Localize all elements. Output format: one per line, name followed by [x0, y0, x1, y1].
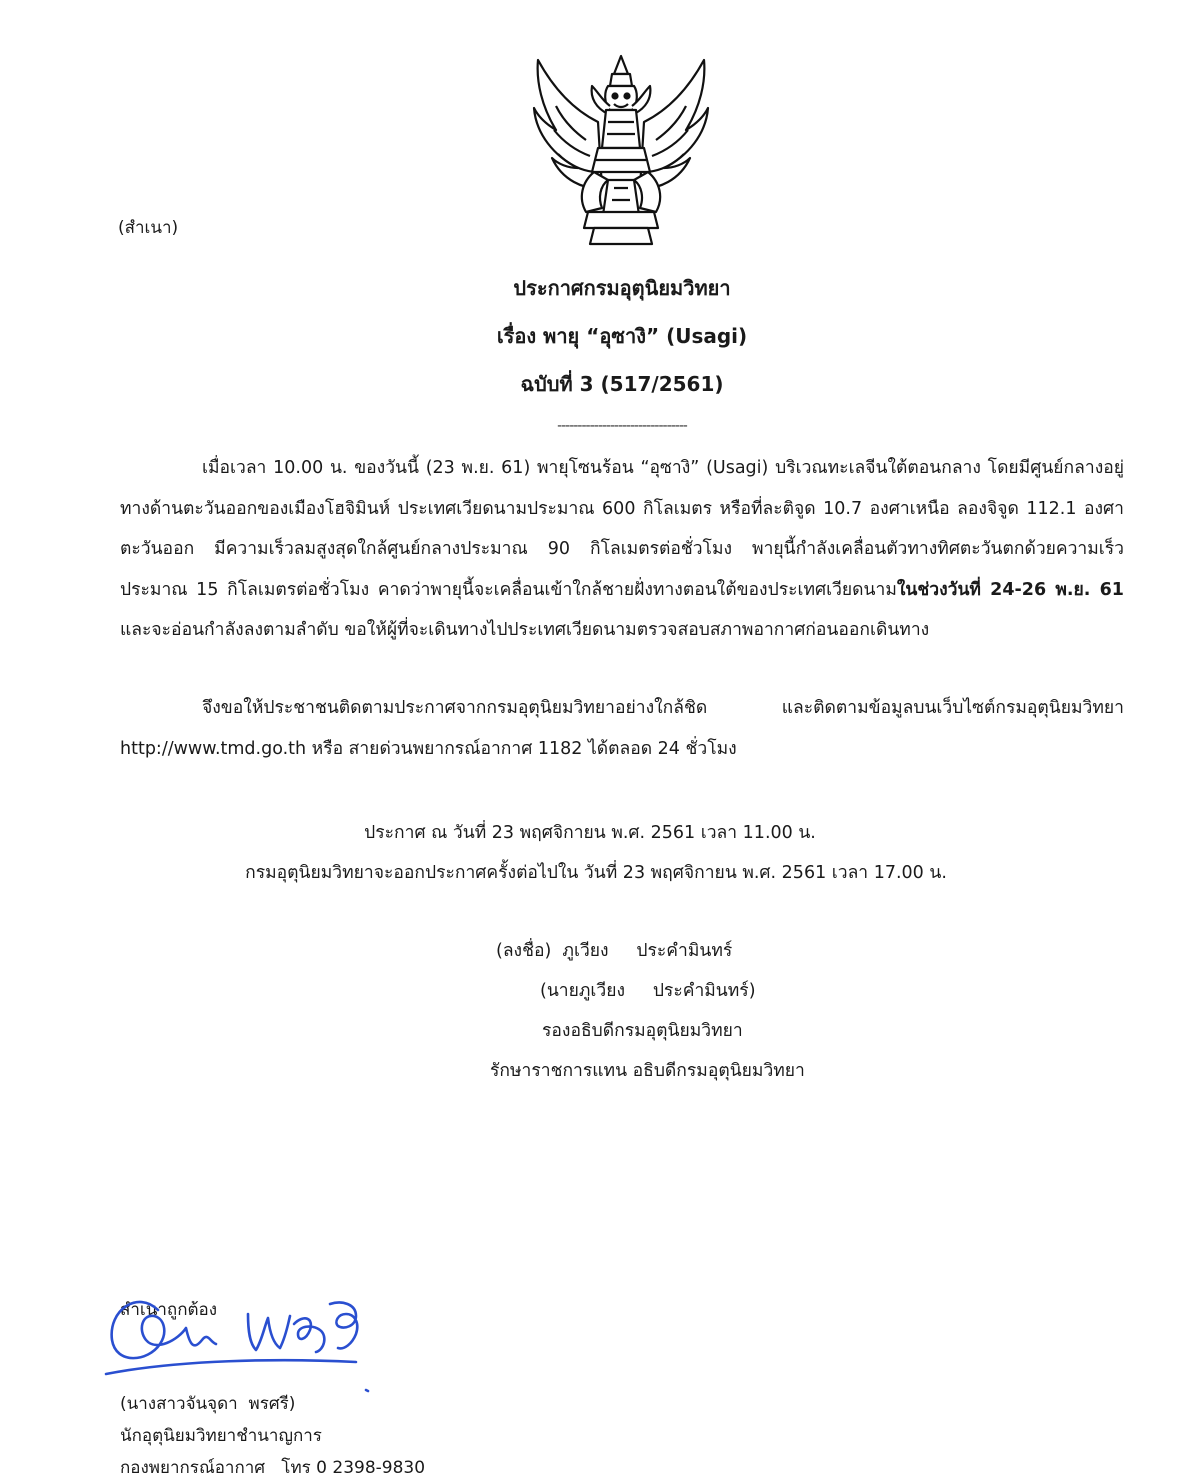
- signatory-acting: รักษาราชการแทน อธิบดีกรมอุตุนิยมวิทยา: [490, 1061, 805, 1081]
- next-announcement: กรมอุตุนิยมวิทยาจะออกประกาศครั้งต่อไปใน วันที่ 23 พฤศจิกายน พ.ศ. 2561 เวลา 17.00 น.: [245, 863, 947, 883]
- signatory-position: รองอธิบดีกรมอุตุนิยมวิทยา: [542, 1021, 743, 1041]
- paragraph-storm-bold-dates: ในช่วงวันที่ 24-26 พ.ย. 61: [896, 579, 1124, 600]
- paragraph-storm-details: [120, 448, 1124, 651]
- certifier-office: กองพยากรณ์อากาศ โทร 0 2398-9830: [120, 1458, 426, 1478]
- paragraph-advice-text: จึงขอให้ประชาชนติดตามประกาศจากกรมอุตุนิยมวิทยาอย่างใกล้ชิด และติดตามข้อมูลบนเว็บไซต์กรมอุตุนิยมวิทยา http://www.tmd.go.th หรือ สายด่วนพยากรณ์อากาศ 1182 ได้ตลอด 24 ชั่วโมง: [120, 698, 1124, 759]
- separator-rule: --------------------------------: [557, 418, 687, 434]
- announcement-title: ประกาศกรมอุตุนิยมวิทยา: [513, 276, 731, 300]
- paragraph-storm-tail: และจะอ่อนกำลังลงตามลำดับ ขอให้ผู้ที่จะเดินทางไปประเทศเวียดนามตรวจสอบสภาพอากาศก่อนออกเดินทาง: [120, 620, 930, 640]
- announcement-issue: ฉบับที่ 3 (517/2561): [520, 372, 724, 396]
- certifier-position: นักอุตุนิยมวิทยาชำนาญการ: [120, 1426, 322, 1446]
- announcement-subject: เรื่อง พายุ “อุซางิ” (Usagi): [496, 324, 748, 348]
- garuda-emblem-icon: [528, 52, 714, 252]
- paragraph-storm-main: เมื่อเวลา 10.00 น. ของวันนี้ (23 พ.ย. 61) พายุโซนร้อน “อุซางิ” (Usagi) บริเวณทะเลจีนใต้ตอนกลาง โดยมีศูนย์กลางอยู่ทางด้านตะวันออกของเมืองโฮจิมินห์ ประเทศเวียดนามประมาณ 600 กิโลเมตร หรือที่ละติจูด 10.7 องศาเหนือ ลองจิจูด 112.1 องศาตะวันออก มีความเร็วลมสูงสุดใกล้ศูนย์กลางประมาณ 90 กิโลเมตรต่อชั่วโมง พายุนี้กำลังเคลื่อนตัวทางทิศตะวันตกด้วยความเร็ว ประมาณ 15 กิโลเมตรต่อชั่วโมง คาดว่าพายุนี้จะเคลื่อนเข้าใกล้ชายฝั่งทางตอนใต้ของประเทศเวียดนาม: [120, 458, 1124, 600]
- paragraph-advice: [120, 688, 1124, 769]
- handwritten-signature: [98, 1270, 378, 1400]
- certified-copy-label: สำเนาถูกต้อง: [120, 1300, 218, 1320]
- announcement-date: ประกาศ ณ วันที่ 23 พฤศจิกายน พ.ศ. 2561 เวลา 11.00 น.: [364, 823, 816, 843]
- certifier-name: (นางสาวจันจุดา พรศรี): [120, 1394, 296, 1414]
- signed-line: (ลงชื่อ) ภูเวียง ประคำมินทร์: [496, 941, 733, 961]
- signatory-name: (นายภูเวียง ประคำมินทร์): [540, 981, 756, 1001]
- copy-label: (สำเนา): [118, 218, 179, 238]
